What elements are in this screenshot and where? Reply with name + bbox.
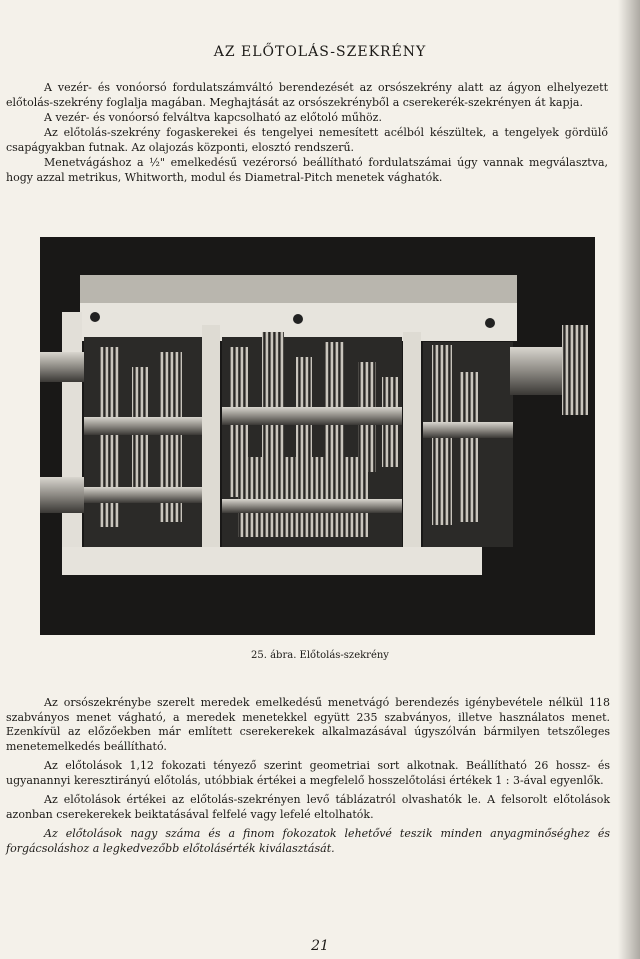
intro-paragraph: A vezér- és vonóorsó fordulatszámváltó berendezését az orsószekrény alatt az ágyon elhelyezett előtolás-szekrény foglalja magában. Meghajtását az orsószekrényből a cserekerék-szekrényen át kapja. xyxy=(6,81,608,109)
body-paragraph: Az orsószekrénybe szerelt meredek emelkedésű menetvágó berendezés igénybevétele nélkül 118 szabványos menet vágható, a meredek menetekkel együtt 235 szabványos, illetve használatos menet. Ezenkívül az előzőekben már említett cserekerekek alkalmazásával úgyszólván bármilyen tetszőleges menetemelkedés beállítható. xyxy=(6,696,610,753)
body-paragraph: Az előtolások 1,12 fokozati tényező szerint geometriai sort alkotnak. Beállítható 26 hossz- és ugyanannyi keresztirányú előtolás, utóbbiak értékei a megfelelő hosszelőtolási értékek 1 : 3-ával egyenlők. xyxy=(6,759,610,787)
figure-caption: 25. ábra. Előtolás-szekrény xyxy=(251,650,389,661)
body-text xyxy=(6,696,610,861)
body-paragraph: Az előtolások értékei az előtolás-szekrényen levő táblázatról olvashatók le. A felsorolt előtolások azonban cserekerekek beiktatásával felfelé vagy lefelé eltolhatók. xyxy=(6,793,610,821)
intro-paragraph: Az előtolás-szekrény fogaskerekei és tengelyei nemesített acélból készültek, a tengelyek gördülő csapágyakban futnak. Az olajozás központi, elosztó rendszerű. xyxy=(6,126,608,154)
italic-paragraph: Az előtolások nagy száma és a finom fokozatok lehetővé teszik minden anyagminőséghez és forgácsoláshoz a legkedvezőbb előtolásérték kiválasztását. xyxy=(6,827,610,855)
intro-paragraph: Menetvágáshoz a ½" emelkedésű vezérorsó beállítható fordulatszámai úgy vannak megválasztva, hogy azzal metrikus, Whitworth, modul és Diametral-Pitch menetek vághatók. xyxy=(6,156,608,184)
gearbox-illustration xyxy=(40,237,595,635)
intro-paragraph: A vezér- és vonóorsó felváltva kapcsolható az előtoló műhöz. xyxy=(44,111,382,124)
gearbox-photo xyxy=(40,237,595,635)
page-title: AZ ELŐTOLÁS-SZEKRÉNY xyxy=(213,44,427,60)
page-number: 21 xyxy=(311,938,329,954)
scan-edge-shadow xyxy=(618,0,640,959)
intro-text xyxy=(6,80,608,185)
